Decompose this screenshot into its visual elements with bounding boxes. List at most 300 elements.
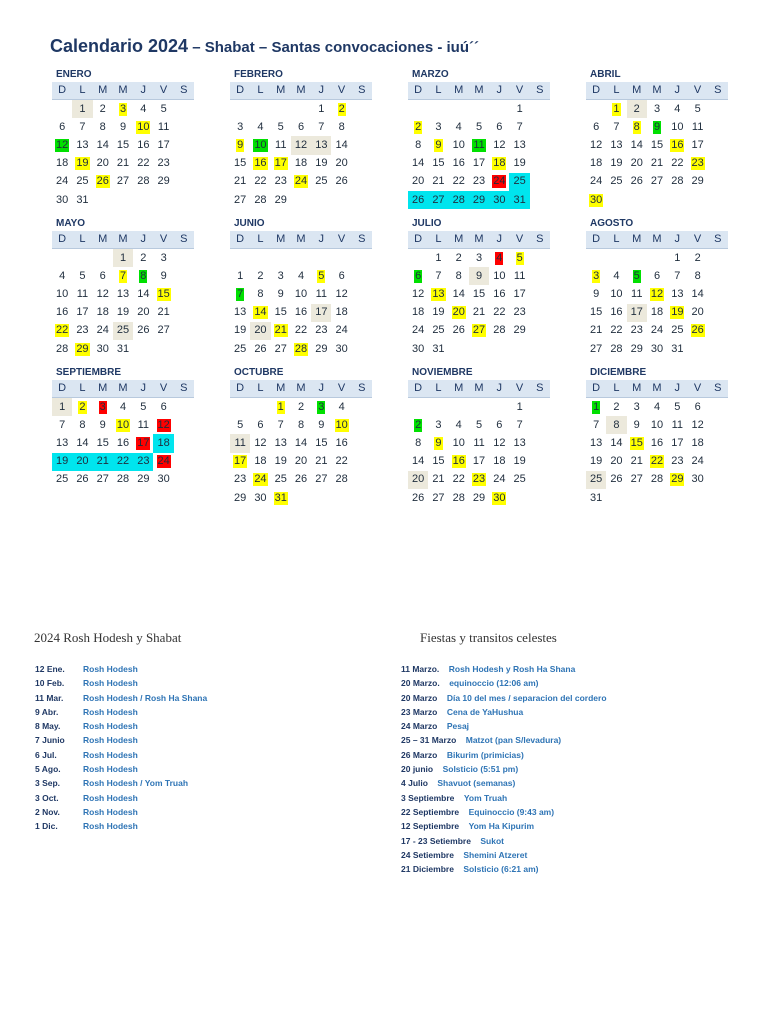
day-cell <box>250 173 270 191</box>
day-cell <box>133 471 153 489</box>
day-number: 18 <box>335 306 348 319</box>
day-number: 20 <box>76 455 89 468</box>
month-diciembre <box>586 366 728 507</box>
rosh-row <box>35 733 207 747</box>
day-number: 30 <box>157 473 170 486</box>
day-cell <box>489 489 509 507</box>
day-cell <box>52 191 72 209</box>
day-cell <box>291 434 311 452</box>
day-number: 8 <box>257 287 264 300</box>
month-octubre <box>230 366 372 507</box>
weekday-label: V <box>693 84 702 96</box>
day-number: 25 <box>590 473 603 486</box>
empty-cell <box>408 398 428 416</box>
rosh-row <box>35 719 207 733</box>
day-cell <box>606 340 626 358</box>
weekday-label: M <box>276 233 286 245</box>
day-cell <box>113 471 133 489</box>
day-number: 13 <box>274 436 287 449</box>
day-cell <box>113 100 133 118</box>
event-name: Bikurim (primicias) <box>446 749 524 760</box>
day-cell <box>449 118 469 136</box>
event-date: 1 Dic. <box>35 821 58 832</box>
day-cell <box>489 434 509 452</box>
day-cell <box>667 249 687 267</box>
day-cell <box>52 453 72 471</box>
day-number: 1 <box>237 269 244 282</box>
day-number: 25 <box>513 473 526 486</box>
day-number: 21 <box>590 324 603 337</box>
month-days <box>586 398 728 507</box>
day-cell <box>291 340 311 358</box>
rosh-row <box>35 791 207 805</box>
weekday-label: M <box>474 382 484 394</box>
weekday-label: M <box>118 233 128 245</box>
day-cell <box>687 322 707 340</box>
day-number: 23 <box>671 455 684 468</box>
day-cell <box>133 118 153 136</box>
day-number: 24 <box>691 455 704 468</box>
day-number: 14 <box>452 287 465 300</box>
day-cell <box>271 155 291 173</box>
fiestas-row <box>401 733 607 747</box>
empty-cell <box>311 249 331 267</box>
day-cell <box>113 304 133 322</box>
day-cell <box>52 173 72 191</box>
day-cell <box>331 434 351 452</box>
event-name: Shavuot (semanas) <box>437 778 516 789</box>
day-cell <box>469 285 489 303</box>
day-number: 1 <box>674 251 681 264</box>
month-enero <box>52 68 194 209</box>
day-cell <box>408 191 428 209</box>
day-number: 9 <box>475 269 483 282</box>
event-date: 22 Septiembre <box>401 806 460 817</box>
day-cell <box>93 453 113 471</box>
day-cell <box>113 453 133 471</box>
weekday-label: S <box>180 382 188 394</box>
day-cell <box>489 155 509 173</box>
day-number: 31 <box>432 342 445 355</box>
rosh-row <box>35 762 207 776</box>
day-number: 18 <box>691 436 704 449</box>
day-number: 22 <box>671 157 684 170</box>
day-cell <box>667 322 687 340</box>
weekday-label: S <box>358 382 366 394</box>
day-cell <box>469 304 489 322</box>
empty-cell <box>606 249 626 267</box>
day-cell <box>93 118 113 136</box>
day-cell <box>291 322 311 340</box>
day-number: 14 <box>335 138 348 151</box>
weekday-label: V <box>515 382 524 394</box>
day-number: 11 <box>691 120 704 133</box>
day-number: 26 <box>137 324 150 337</box>
weekday-label: M <box>632 382 642 394</box>
day-cell <box>586 173 606 191</box>
event-name: Rosh Hodesh <box>83 664 138 674</box>
day-number: 8 <box>338 120 345 133</box>
day-cell <box>627 398 647 416</box>
day-number: 24 <box>335 324 348 337</box>
day-number: 21 <box>432 175 445 188</box>
day-cell <box>469 118 489 136</box>
weekday-label: M <box>632 84 642 96</box>
day-number: 9 <box>633 418 640 431</box>
day-number: 4 <box>257 120 264 133</box>
event-date: 4 Julio <box>401 778 428 789</box>
day-cell <box>271 304 291 322</box>
day-number: 8 <box>297 418 305 431</box>
day-number: 10 <box>650 418 664 431</box>
day-cell <box>153 453 173 471</box>
day-number: 19 <box>315 157 328 170</box>
day-number: 7 <box>59 418 66 431</box>
day-cell <box>250 155 270 173</box>
weekday-label: S <box>714 233 722 245</box>
day-number: 25 <box>513 175 526 188</box>
day-number: 15 <box>630 436 643 449</box>
day-number: 18 <box>590 157 603 170</box>
day-number: 17 <box>630 306 643 319</box>
weekday-label: M <box>652 382 662 394</box>
day-number: 26 <box>76 473 89 486</box>
day-number: 2 <box>613 400 620 413</box>
day-number: 19 <box>513 455 526 468</box>
day-number: 6 <box>338 269 345 282</box>
day-cell <box>93 434 113 452</box>
day-number: 20 <box>335 157 348 170</box>
day-cell <box>647 100 667 118</box>
day-cell <box>230 285 250 303</box>
day-number: 1 <box>119 251 127 264</box>
day-cell <box>331 453 351 471</box>
day-number: 8 <box>415 138 422 151</box>
day-number: 12 <box>56 138 69 151</box>
day-cell <box>291 416 311 434</box>
empty-cell <box>586 249 606 267</box>
day-cell <box>93 155 113 173</box>
weekday-label: S <box>180 84 188 96</box>
day-cell <box>667 471 687 489</box>
day-number: 19 <box>234 324 247 337</box>
rosh-row <box>35 705 207 719</box>
event-date: 9 Abr. <box>35 706 59 717</box>
month-days <box>408 249 550 358</box>
day-number: 5 <box>140 400 147 413</box>
day-cell <box>687 155 707 173</box>
day-cell <box>311 398 331 416</box>
day-cell <box>52 267 72 285</box>
day-cell <box>687 118 707 136</box>
day-cell <box>113 285 133 303</box>
day-cell <box>647 304 667 322</box>
day-cell <box>606 100 626 118</box>
day-number: 18 <box>254 455 267 468</box>
day-cell <box>271 340 291 358</box>
month-agosto <box>586 217 728 358</box>
day-cell <box>113 136 133 154</box>
day-number: 22 <box>493 306 506 319</box>
day-number: 6 <box>496 418 503 431</box>
event-date: 11 Mar. <box>35 692 64 703</box>
day-cell <box>52 471 72 489</box>
event-date: 3 Sep. <box>35 778 61 789</box>
day-cell <box>271 173 291 191</box>
day-number: 4 <box>653 400 661 413</box>
day-cell <box>469 267 489 285</box>
day-cell <box>93 173 113 191</box>
day-number: 16 <box>294 306 308 319</box>
day-number: 1 <box>318 102 325 115</box>
weekday-label: S <box>714 84 722 96</box>
empty-cell <box>250 249 270 267</box>
weekday-label: V <box>159 84 168 96</box>
day-cell <box>153 267 173 285</box>
day-number: 3 <box>435 418 442 431</box>
event-date: 17 - 23 Setiembre <box>401 835 471 846</box>
event-date: 24 Setiembre <box>401 849 454 860</box>
page-title <box>50 36 750 57</box>
day-number: 13 <box>432 287 445 300</box>
fiestas-row <box>401 676 607 690</box>
weekday-label: V <box>337 84 346 96</box>
day-cell <box>331 285 351 303</box>
day-number: 11 <box>631 287 643 300</box>
day-cell <box>311 155 331 173</box>
day-cell <box>627 267 647 285</box>
day-number: 29 <box>691 175 704 188</box>
day-number: 23 <box>472 473 486 486</box>
day-cell <box>250 434 270 452</box>
day-number: 4 <box>59 269 66 282</box>
day-number: 22 <box>452 473 465 486</box>
day-cell <box>408 285 428 303</box>
event-name: Rosh Hodesh <box>83 706 138 717</box>
rosh-hodesh-title: 2024 Rosh Hodesh y Shabat <box>34 630 182 645</box>
day-cell <box>667 285 687 303</box>
weekday-header <box>586 380 728 398</box>
month-abril <box>586 68 728 209</box>
day-cell <box>489 267 509 285</box>
day-number: 3 <box>475 251 483 264</box>
day-number: 15 <box>315 436 328 449</box>
day-number: 19 <box>56 455 69 468</box>
day-number: 31 <box>116 342 130 355</box>
weekday-label: M <box>296 84 306 96</box>
day-cell <box>72 471 92 489</box>
day-number: 14 <box>254 306 267 319</box>
day-cell <box>271 322 291 340</box>
day-number: 10 <box>335 418 348 431</box>
weekday-label: M <box>276 382 286 394</box>
weekday-label: S <box>180 233 188 245</box>
day-cell <box>311 267 331 285</box>
day-cell <box>331 304 351 322</box>
day-cell <box>230 434 250 452</box>
weekday-label: S <box>536 382 544 394</box>
day-number: 9 <box>593 287 600 300</box>
day-number: 10 <box>452 138 465 151</box>
day-number: 4 <box>496 251 503 264</box>
rosh-row <box>35 819 207 833</box>
day-number: 22 <box>610 324 623 337</box>
day-cell <box>647 416 667 434</box>
day-cell <box>291 173 311 191</box>
empty-cell <box>230 100 250 118</box>
day-cell <box>469 434 489 452</box>
day-cell <box>627 304 647 322</box>
day-number: 26 <box>452 324 465 337</box>
empty-cell <box>230 249 250 267</box>
day-cell <box>489 118 509 136</box>
day-number: 6 <box>694 400 701 413</box>
day-number: 3 <box>277 269 284 282</box>
day-number: 10 <box>254 138 267 151</box>
day-number: 8 <box>455 269 462 282</box>
empty-cell <box>271 249 291 267</box>
day-number: 3 <box>653 102 661 115</box>
event-date: 24 Marzo <box>401 721 438 732</box>
day-cell <box>469 471 489 489</box>
day-number: 22 <box>116 455 130 468</box>
day-number: 14 <box>76 436 89 449</box>
weekday-label: D <box>58 233 67 245</box>
month-name: MARZO <box>412 69 449 80</box>
event-name: Rosh Hodesh <box>83 764 138 775</box>
empty-cell <box>291 100 311 118</box>
weekday-label: V <box>515 233 524 245</box>
day-cell <box>667 340 687 358</box>
day-cell <box>586 471 606 489</box>
event-date: 12 Ene. <box>35 664 65 674</box>
day-cell <box>291 304 311 322</box>
day-number: 27 <box>650 175 664 188</box>
day-number: 6 <box>257 418 264 431</box>
event-name: Yom Ha Kipurim <box>468 821 535 832</box>
weekday-label: D <box>236 233 245 245</box>
event-name: Solsticio (6:21 am) <box>463 864 539 875</box>
event-date: 10 Feb. <box>35 678 65 689</box>
month-name: JUNIO <box>234 218 265 229</box>
day-cell <box>311 285 331 303</box>
day-cell <box>606 173 626 191</box>
day-number: 7 <box>318 120 325 133</box>
day-cell <box>230 173 250 191</box>
day-cell <box>489 285 509 303</box>
day-cell <box>113 267 133 285</box>
day-number: 4 <box>455 418 462 431</box>
day-cell <box>311 471 331 489</box>
day-number: 12 <box>493 436 506 449</box>
month-days <box>408 398 550 507</box>
day-number: 2 <box>338 102 345 115</box>
day-number: 5 <box>674 400 681 413</box>
day-number: 26 <box>412 491 425 504</box>
day-number: 19 <box>513 157 526 170</box>
day-cell <box>52 416 72 434</box>
day-number: 24 <box>493 175 506 188</box>
day-cell <box>687 304 707 322</box>
day-number: 9 <box>160 269 167 282</box>
day-cell <box>311 118 331 136</box>
day-cell <box>291 267 311 285</box>
day-number: 19 <box>432 306 445 319</box>
day-cell <box>469 489 489 507</box>
day-number: 15 <box>590 306 603 319</box>
weekday-label: J <box>496 84 503 96</box>
day-number: 10 <box>294 287 308 300</box>
day-number: 19 <box>590 455 603 468</box>
weekday-label: M <box>454 382 464 394</box>
day-cell <box>311 322 331 340</box>
empty-cell <box>291 249 311 267</box>
day-cell <box>230 155 250 173</box>
day-number: 12 <box>691 418 704 431</box>
day-number: 21 <box>116 157 130 170</box>
month-name: ABRIL <box>590 69 621 80</box>
day-number: 3 <box>633 400 640 413</box>
day-number: 11 <box>671 418 684 431</box>
day-number: 24 <box>493 473 506 486</box>
day-number: 24 <box>157 455 170 468</box>
day-cell <box>647 398 667 416</box>
day-cell <box>667 118 687 136</box>
weekday-label: L <box>79 382 86 394</box>
weekday-header <box>52 231 194 249</box>
day-number: 28 <box>335 473 348 486</box>
month-name: DICIEMBRE <box>590 367 647 378</box>
day-number: 24 <box>96 324 109 337</box>
day-number: 3 <box>119 102 127 115</box>
day-cell <box>428 285 448 303</box>
day-number: 12 <box>157 418 170 431</box>
day-number: 16 <box>137 138 150 151</box>
day-number: 21 <box>630 455 643 468</box>
event-name: equinoccio (12:06 am) <box>449 678 539 689</box>
day-number: 12 <box>590 138 603 151</box>
month-name: OCTUBRE <box>234 367 284 378</box>
day-number: 18 <box>56 157 69 170</box>
day-number: 31 <box>590 491 603 504</box>
day-number: 26 <box>294 473 308 486</box>
day-number: 3 <box>593 269 600 282</box>
day-cell <box>489 471 509 489</box>
day-cell <box>667 398 687 416</box>
day-number: 30 <box>412 342 425 355</box>
day-number: 1 <box>277 400 284 413</box>
day-cell <box>687 398 707 416</box>
weekday-header <box>230 82 372 100</box>
day-cell <box>449 285 469 303</box>
day-cell <box>627 285 647 303</box>
day-cell <box>250 340 270 358</box>
day-cell <box>331 471 351 489</box>
day-cell <box>271 453 291 471</box>
day-cell <box>72 398 92 416</box>
month-junio <box>230 217 372 358</box>
day-number: 27 <box>96 473 109 486</box>
event-date: 8 May. <box>35 721 61 732</box>
day-number: 27 <box>432 491 445 504</box>
day-number: 15 <box>650 138 664 151</box>
day-cell <box>331 155 351 173</box>
day-cell <box>606 155 626 173</box>
day-number: 18 <box>493 157 506 170</box>
day-number: 4 <box>297 269 305 282</box>
day-number: 2 <box>79 400 86 413</box>
day-cell <box>72 304 92 322</box>
